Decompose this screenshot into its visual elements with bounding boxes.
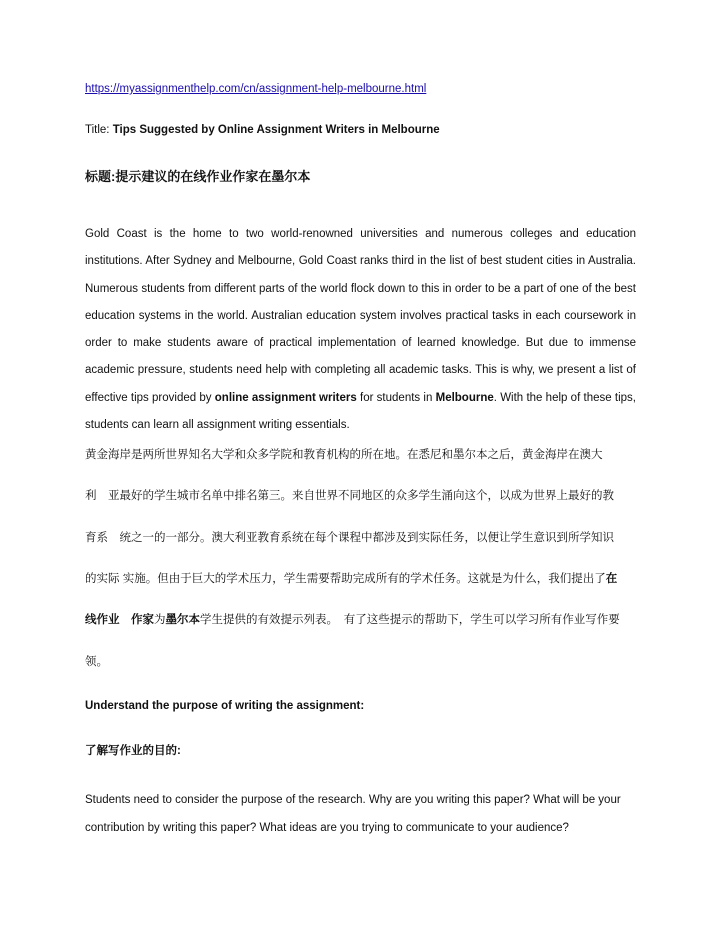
intro-paragraph <box>85 221 636 439</box>
section-heading: Understand the purpose of writing the assignment: <box>85 700 365 712</box>
title-text: Tips Suggested by Online Assignment Writers in Melbourne <box>112 124 440 136</box>
intro-cn-line-5-bold-melbourne: 墨尔本 <box>165 614 200 626</box>
intro-cn-line-5 <box>85 611 636 627</box>
intro-cn-line-6: 领。 <box>85 656 108 668</box>
intro-text-3: . With the help of these tips, students can learn all assignment writing essentials. <box>85 391 636 432</box>
intro-cn-line-5-bold-writers: 线作业 作家 <box>85 614 154 626</box>
intro-text-1: Gold Coast is the home to two world-renowned universities and numerous colleges and education institutions. After Sydney and Melbourne, Gold Coast ranks third in the list of best student cities in Australia. Numerous students from different parts of the world flock down to this in order to be a part of one of the best education systems in the world. Australian education system involves practical tasks in each coursework in order to make students aware of practical implementation of learned knowledge. But due to immense academic pressure, students need help with completing all academic tasks. This is why, we present a list of effective tips provided by <box>85 228 636 404</box>
source-url-link[interactable]: https://myassignmenthelp.com/cn/assignment-help-melbourne.html <box>85 83 427 95</box>
intro-text-2: for students in <box>356 391 436 404</box>
title-label: Title: <box>85 124 113 136</box>
purpose-paragraph: Students need to consider the purpose of the research. Why are you writing this paper? What will be your contribution by writing this paper? What ideas are you trying to communicate to your audience? <box>85 794 621 834</box>
document-title-chinese: 标题:提示建议的在线作业作家在墨尔本 <box>85 169 311 184</box>
intro-cn-line-2: 利 亚最好的学生城市名单中排名第三。来自世界不同地区的众多学生涌向这个，以成为世界上最好的教 <box>85 490 614 502</box>
section-heading-chinese: 了解写作业的目的: <box>85 745 181 757</box>
intro-cn-line-3: 育系 统之一的一部分。澳大利亚教育系统在每个课程中都涉及到实际任务，以便让学生意识到所学知识 <box>85 532 614 544</box>
intro-cn-line-5-text-2: 学生提供的有效提示列表。 有了这些提示的帮助下，学生可以学习所有作业写作要 <box>200 614 620 626</box>
intro-bold-keyword-writers: online assignment writers <box>214 391 357 404</box>
intro-cn-line-5-text-1: 为 <box>154 614 166 626</box>
document-title <box>85 124 440 136</box>
intro-bold-keyword-melbourne: Melbourne <box>435 391 494 404</box>
intro-cn-line-4 <box>85 570 636 586</box>
intro-cn-line-4-bold: 在 <box>605 573 618 585</box>
intro-cn-line-1: 黄金海岸是两所世界知名大学和众多学院和教育机构的所在地。在悉尼和墨尔本之后，黄金海岸在澳大 <box>85 449 603 461</box>
intro-cn-line-4-text: 的实际 实施。但由于巨大的学术压力，学生需要帮助完成所有的学术任务。这就是为什么，我们提出了 <box>85 573 606 585</box>
